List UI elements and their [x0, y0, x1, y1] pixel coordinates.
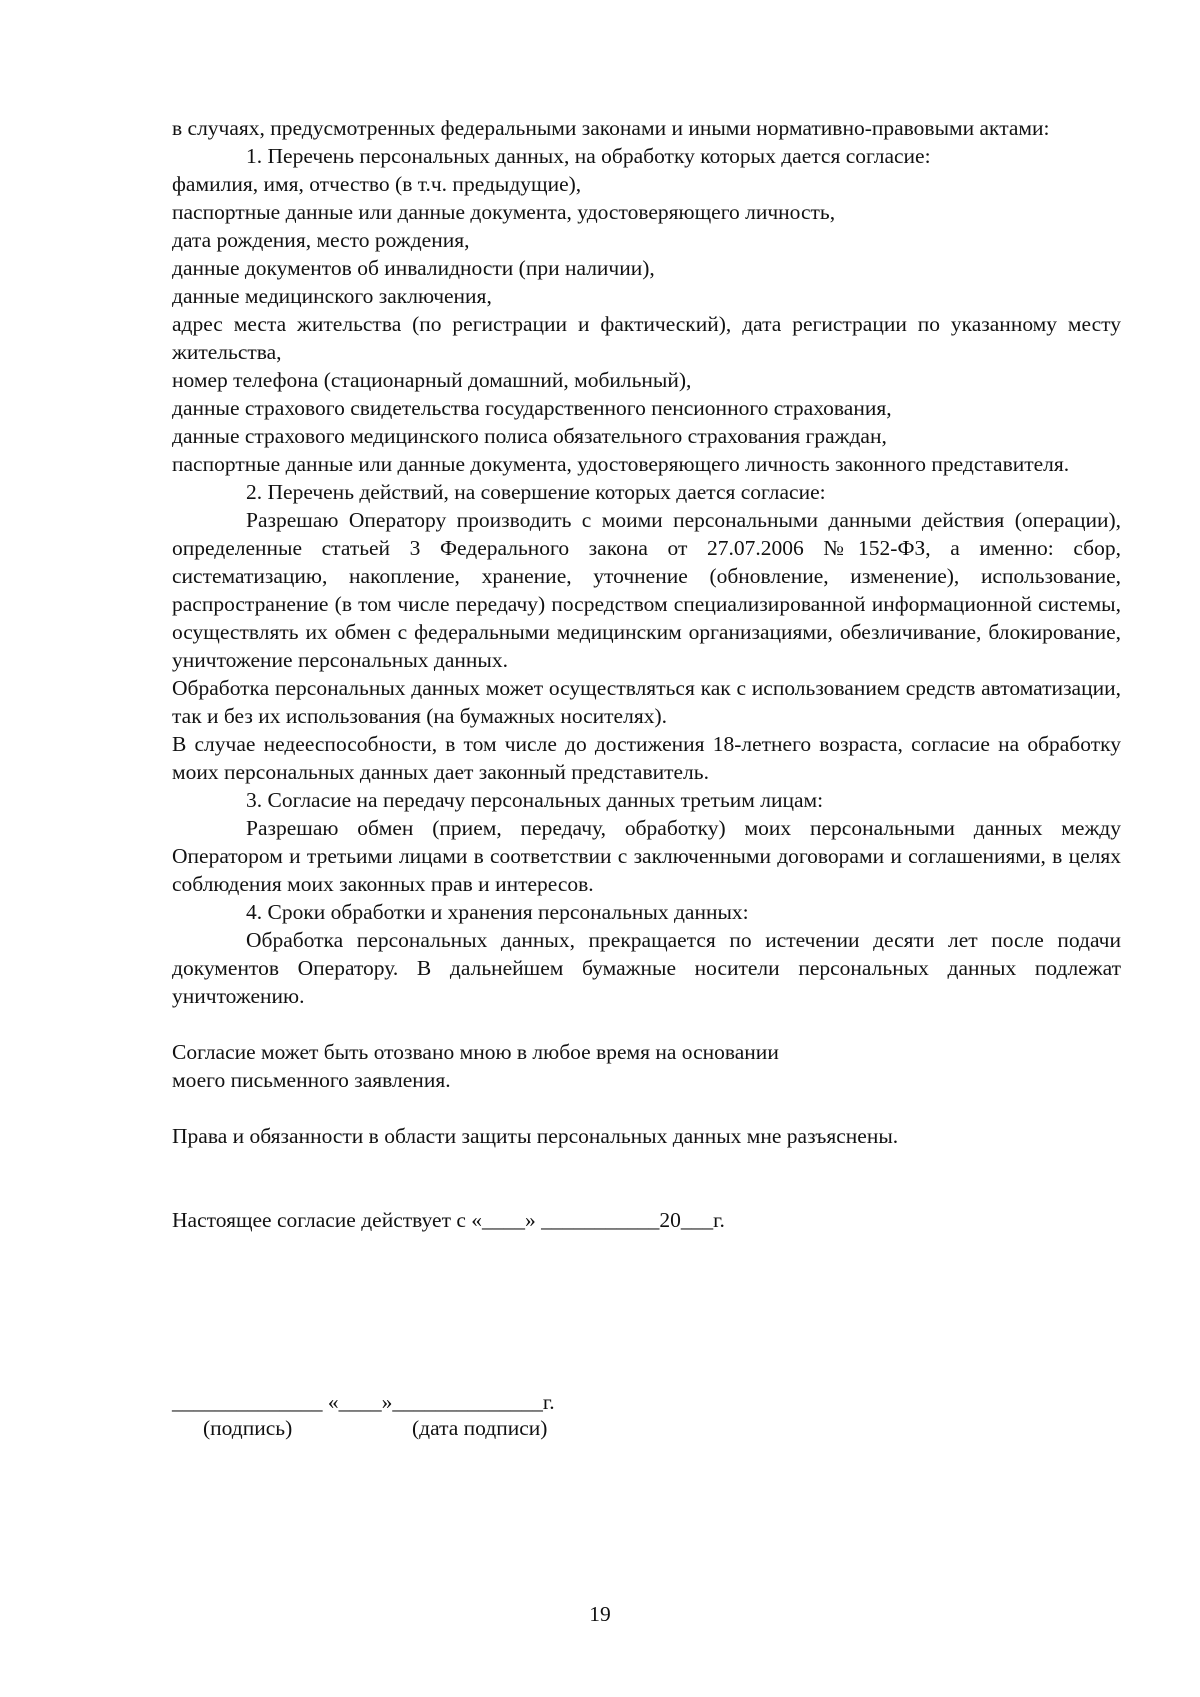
- paragraph-legal-representative: В случае недееспособности, в том числе до достижения 18-летнего возраста, согласие на обработку моих персональных данных дает законный представитель.: [172, 732, 1121, 784]
- paragraph-revocation-line-1: Согласие может быть отозвано мною в любое время на основании: [172, 1040, 779, 1064]
- paragraph-retention-period: Обработка персональных данных, прекращается по истечении десяти лет после подачи документов Оператору. В дальнейшем бумажные носители персональных данных подлежат уничтожению.: [172, 928, 1121, 1008]
- paragraph-processing-methods: Обработка персональных данных может осуществляться как с использованием средств автоматизации, так и без их использования (на бумажных носителях).: [172, 676, 1121, 728]
- spacer: [172, 1150, 1121, 1178]
- section-4-heading: 4. Сроки обработки и хранения персональных данных:: [246, 900, 749, 924]
- signature-caption: (подпись): [203, 1416, 293, 1440]
- paragraph-rights-explained: Права и обязанности в области защиты персональных данных мне разъяснены.: [172, 1124, 899, 1148]
- section-2-heading: 2. Перечень действий, на совершение которых дается согласие:: [246, 480, 826, 504]
- spacer: [172, 1010, 1121, 1038]
- paragraph-intro: в случаях, предусмотренных федеральными законами и иными нормативно-правовыми актами:: [172, 116, 1050, 140]
- document-body: [172, 114, 1121, 1234]
- paragraph-third-party-exchange: Разрешаю обмен (прием, передачу, обработку) моих персональными данных между Оператором и третьими лицами в соответствии с заключенными договорами и соглашениями, в целях соблюдения моих законных прав и интересов.: [172, 816, 1121, 896]
- list-item-full-name: фамилия, имя, отчество (в т.ч. предыдущие),: [172, 172, 582, 196]
- list-item-birth: дата рождения, место рождения,: [172, 228, 470, 252]
- section-1-heading: 1. Перечень персональных данных, на обработку которых дается согласие:: [246, 144, 931, 168]
- section-3-heading: 3. Согласие на передачу персональных данных третьим лицам:: [246, 788, 824, 812]
- list-item-representative-passport: паспортные данные или данные документа, удостоверяющего личность законного представителя.: [172, 452, 1070, 476]
- spacer: [172, 1178, 1121, 1206]
- list-item-pension-insurance: данные страхового свидетельства государственного пенсионного страхования,: [172, 396, 892, 420]
- page-number: 19: [589, 1602, 611, 1626]
- list-item-medical-report: данные медицинского заключения,: [172, 284, 492, 308]
- list-item-address: адрес места жительства (по регистрации и фактический), дата регистрации по указанному месту жительства,: [172, 312, 1121, 364]
- spacer: [172, 1094, 1121, 1122]
- list-item-medical-policy: данные страхового медицинского полиса обязательного страхования граждан,: [172, 424, 887, 448]
- list-item-disability: данные документов об инвалидности (при наличии),: [172, 256, 655, 280]
- list-item-phone: номер телефона (стационарный домашний, мобильный),: [172, 368, 692, 392]
- paragraph-validity-date: Настоящее согласие действует с «____» ___________20___г.: [172, 1208, 725, 1232]
- paragraph-permitted-actions: Разрешаю Оператору производить с моими персональными данными действия (операции), определенные статьей 3 Федерального закона от 27.07.2006 №152-ФЗ, а именно: сбор, систематизацию, накопление, хранение, уточнение (обновление, изменение), использование, распространение (в том числе передачу) посредством специализированной информационной системы, осуществлять их обмен с федеральными медицинским организациями, обезличивание, блокирование, уничтожение персональных данных.: [172, 508, 1121, 672]
- paragraph-revocation-line-2: моего письменного заявления.: [172, 1068, 451, 1092]
- signature-line: ______________ «____»______________г.: [172, 1390, 555, 1414]
- list-item-passport: паспортные данные или данные документа, удостоверяющего личность,: [172, 200, 836, 224]
- signature-date-caption: (дата подписи): [412, 1416, 548, 1440]
